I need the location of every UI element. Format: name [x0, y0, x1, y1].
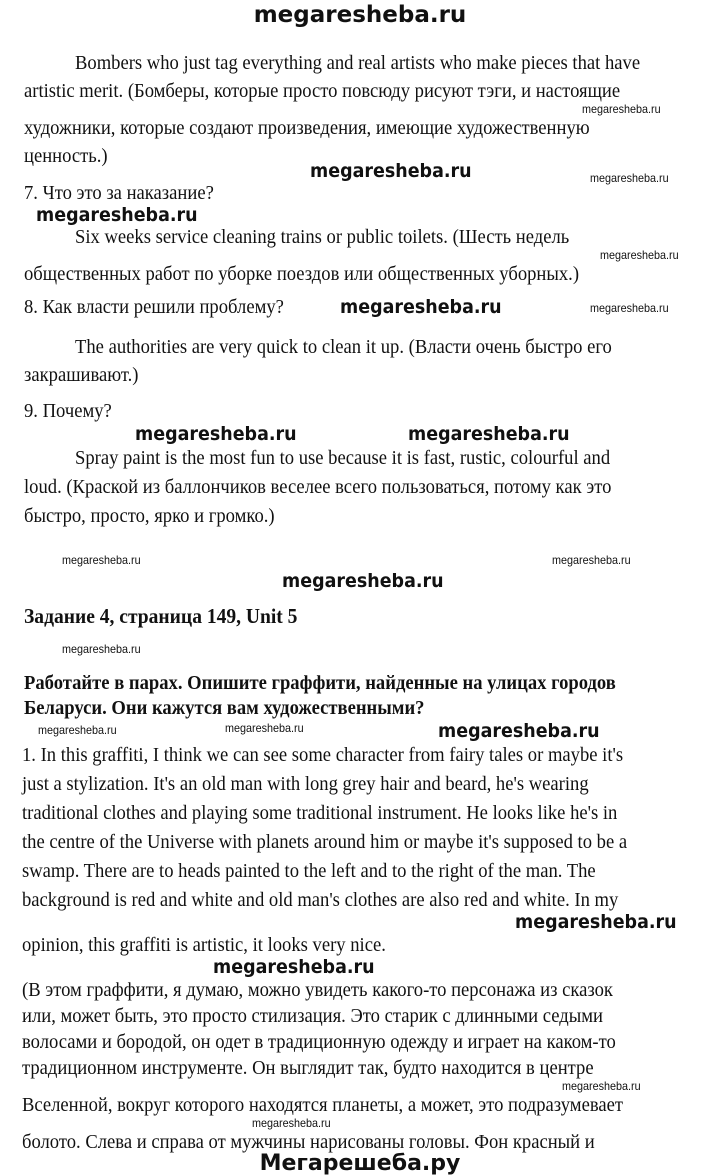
text-line: Six weeks service cleaning trains or public toilets. (Шесть недель [75, 226, 570, 248]
text-line: (В этом граффити, я думаю, можно увидеть какого-то персонажа из сказок [22, 979, 613, 1001]
text-line: background is red and white and old man's clothes are also red and white. In my [22, 889, 619, 911]
watermark: megaresheba.ru [282, 570, 444, 592]
question-8: 8. Как власти решили проблему? [24, 296, 284, 318]
text-line: Spray paint is the most fun to use because it is fast, rustic, colourful and [75, 447, 611, 469]
text-line: быстро, просто, ярко и громко.) [24, 505, 275, 527]
text-line: Вселенной, вокруг которого находятся планеты, а может, это подразумевает [22, 1094, 624, 1116]
text-line: the centre of the Universe with planets around him or maybe it's supposed to be a [22, 831, 628, 853]
task-instructions: Беларуси. Они кажутся вам художественными? [24, 697, 425, 719]
task-heading: Задание 4, страница 149, Unit 5 [24, 604, 298, 628]
watermark: megaresheba.ru [438, 720, 600, 742]
watermark: megaresheba.ru [310, 160, 472, 182]
watermark: megaresheba.ru [340, 296, 502, 318]
watermark: megaresheba.ru [590, 301, 669, 315]
text-line: opinion, this graffiti is artistic, it looks very nice. [22, 934, 386, 956]
watermark: megaresheba.ru [62, 553, 141, 567]
text-line: just a stylization. It's an old man with long grey hair and beard, he's wearing [22, 773, 589, 795]
text-line: традиционном инструменте. Он выглядит так, будто находится в центре [22, 1057, 594, 1079]
site-header[interactable]: megaresheba.ru [253, 2, 467, 28]
text-line: loud. (Краской из баллончиков веселее всего пользоваться, потому как это [24, 476, 612, 498]
watermark: megaresheba.ru [408, 423, 570, 445]
text-line: ценность.) [24, 145, 108, 167]
watermark: megaresheba.ru [38, 723, 117, 737]
watermark: megaresheba.ru [213, 956, 375, 978]
text-line: traditional clothes and playing some traditional instrument. He looks like he's in [22, 802, 618, 824]
watermark: megaresheba.ru [135, 423, 297, 445]
text-line: swamp. There are to heads painted to the left and to the right of the man. The [22, 860, 596, 882]
text-line: общественных работ по уборке поездов или общественных уборных.) [24, 263, 580, 285]
text-line: The authorities are very quick to clean it up. (Власти очень быстро его [75, 336, 612, 358]
task-instructions: Работайте в парах. Опишите граффити, найденные на улицах городов [24, 672, 616, 694]
text-line: 1. In this graffiti, I think we can see some character from fairy tales or maybe it's [22, 744, 624, 766]
text-line: волосами и бородой, он одет в традиционную одежду и играет на каком-то [22, 1031, 616, 1053]
watermark: megaresheba.ru [36, 204, 198, 226]
text-line: закрашивают.) [24, 364, 139, 386]
watermark: megaresheba.ru [582, 102, 661, 116]
text-line: болото. Слева и справа от мужчины нарисованы головы. Фон красный и [22, 1131, 595, 1153]
watermark: megaresheba.ru [252, 1116, 331, 1130]
watermark: megaresheba.ru [562, 1079, 641, 1093]
question-7: 7. Что это за наказание? [24, 182, 214, 204]
question-9: 9. Почему? [24, 400, 112, 422]
text-line: или, может быть, это просто стилизация. Это старик с длинными седыми [22, 1005, 603, 1027]
site-footer[interactable]: Мегарешеба.ру [259, 1151, 461, 1176]
watermark: megaresheba.ru [600, 248, 679, 262]
watermark: megaresheba.ru [515, 911, 677, 933]
watermark: megaresheba.ru [590, 171, 669, 185]
watermark: megaresheba.ru [225, 721, 304, 735]
text-line: художники, которые создают произведения, имеющие художественную [24, 117, 590, 139]
text-line: Bombers who just tag everything and real artists who make pieces that have [75, 52, 641, 74]
text-line: artistic merit. (Бомберы, которые просто повсюду рисуют тэги, и настоящие [24, 80, 621, 102]
watermark: megaresheba.ru [62, 642, 141, 656]
watermark: megaresheba.ru [552, 553, 631, 567]
